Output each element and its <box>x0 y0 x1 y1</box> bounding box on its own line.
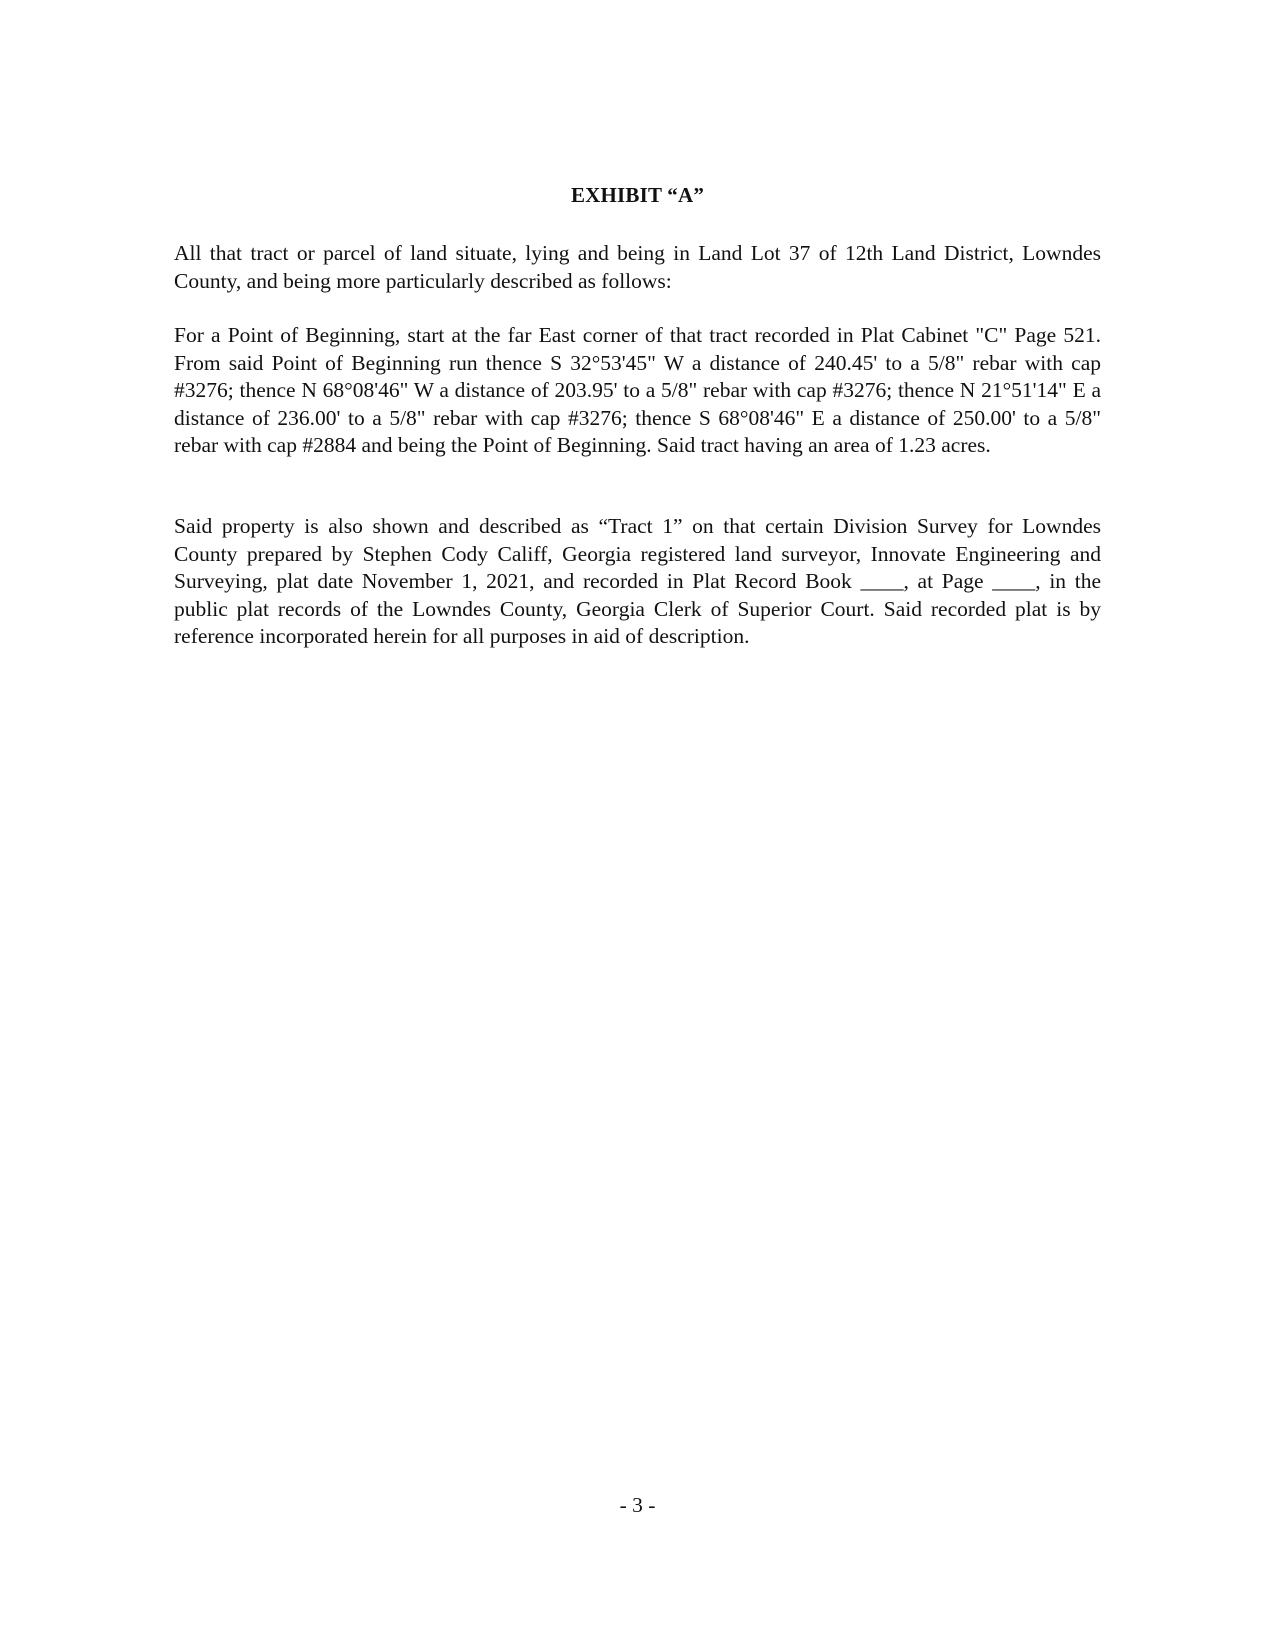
land-description-intro: All that tract or parcel of land situate, lying and being in Land Lot 37 of 12th Land District, Lowndes County, and being more particularly described as follows: <box>174 241 1101 293</box>
plat-reference-paragraph: Said property is also shown and described as “Tract 1” on that certain Division Survey for Lowndes County prepared by Stephen Cody Califf, Georgia registered land surveyor, Innovate Engineering and Surveying, plat date November 1, 2021, and recorded in Plat Record Book ____, at Page ____, in the public plat records of the Lowndes County, Georgia Clerk of Superior Court. Said recorded plat is by reference incorporated herein for all purposes in aid of description. <box>174 514 1101 648</box>
exhibit-title: EXHIBIT “A” <box>570 183 705 207</box>
page-number: - 3 - <box>619 1493 656 1517</box>
metes-and-bounds-description: For a Point of Beginning, start at the far East corner of that tract recorded in Plat Cabinet "C" Page 521. From said Point of Beginning run thence S 32°53'45" W a distance of 240.45' to a 5/8" rebar with cap #3276; thence N 68°08'46" W a distance of 203.95' to a 5/8" rebar with cap #3276; thence N 21°51'14" E a distance of 236.00' to a 5/8" rebar with cap #3276; thence S 68°08'46" E a distance of 250.00' to a 5/8" rebar with cap #2884 and being the Point of Beginning. Said tract having an area of 1.23 acres. <box>174 323 1101 457</box>
